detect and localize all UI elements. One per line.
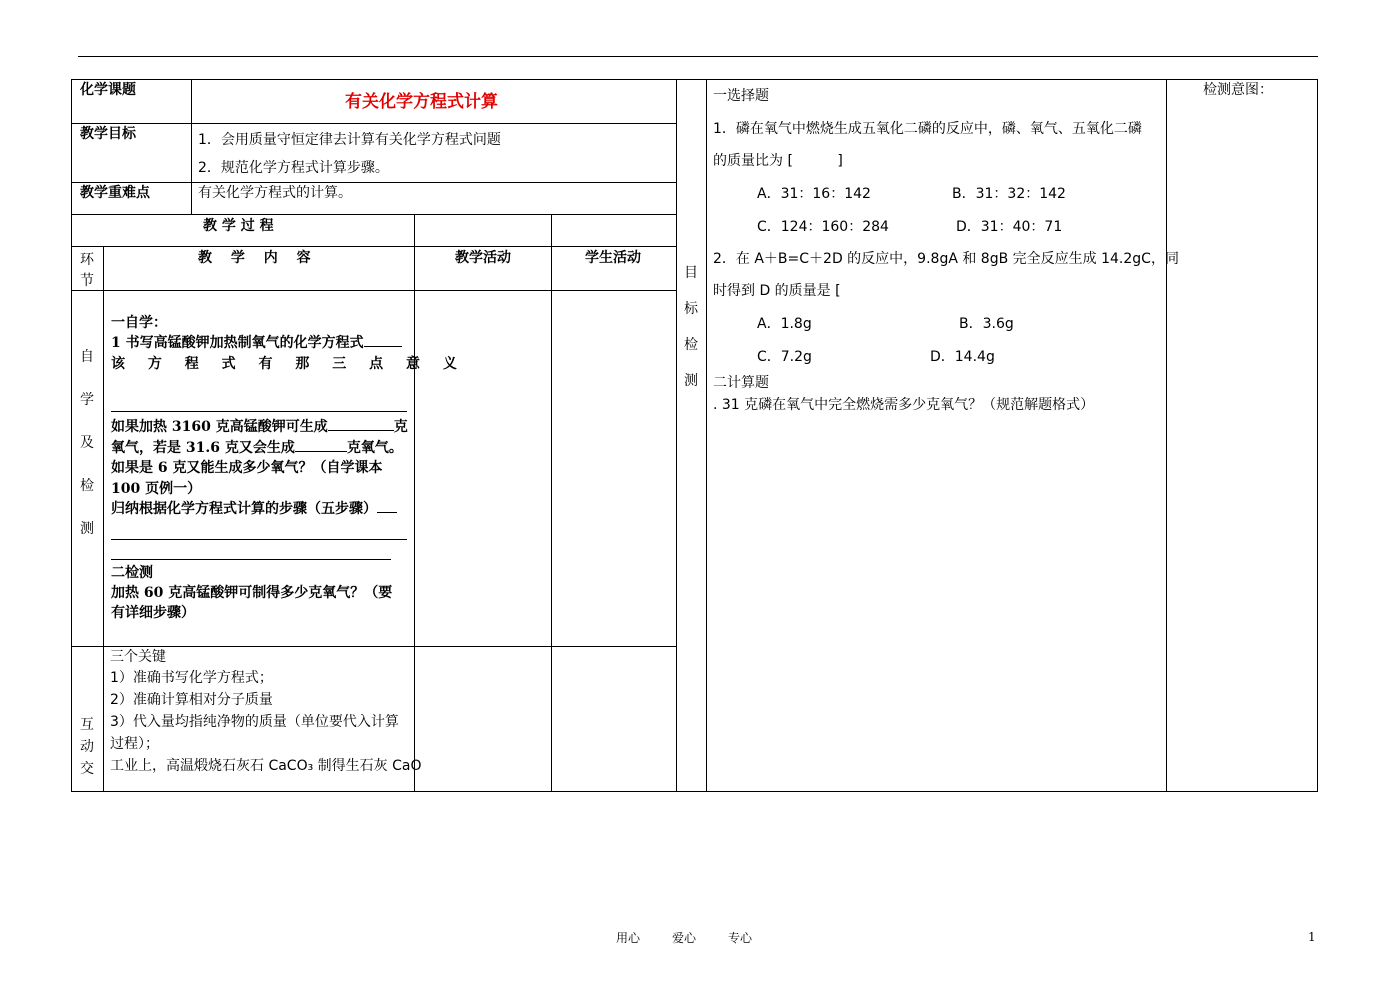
s2-line-6: 工业上，高温煅烧石灰石 CaCO₃ 制得生石灰 CaO bbox=[110, 758, 422, 774]
s1-line-10: 加热 60 克高锰酸钾可制得多少克氧气？（要 bbox=[111, 585, 393, 601]
s2-line-1: 三个关键 bbox=[110, 649, 166, 665]
s2-line-2: 1）准确书写化学方程式； bbox=[110, 670, 273, 686]
difficulty-label: 教学重难点 bbox=[80, 185, 150, 201]
q2-option-a: A．1.8g bbox=[757, 316, 812, 332]
section1-label: 自学及检测 bbox=[80, 349, 94, 537]
assessment-intent-cell bbox=[1166, 79, 1318, 792]
section2-label: 互动交 bbox=[80, 717, 94, 777]
col-student-header: 学生活动 bbox=[585, 250, 641, 266]
q1-option-a: A．31：16：142 bbox=[757, 186, 871, 202]
goal-label: 教学目标 bbox=[80, 126, 136, 142]
goal-item-2: 2．规范化学方程式计算步骤。 bbox=[198, 160, 389, 176]
goal-item-1: 1．会用质量守恒定律去计算有关化学方程式问题 bbox=[198, 132, 501, 148]
intent-label: 检测意图： bbox=[1203, 82, 1273, 98]
s1-line-2: 1 书写高锰酸钾加热制氧气的化学方程式 bbox=[111, 335, 402, 352]
col-content-header: 教 学 内 容 bbox=[198, 250, 311, 266]
s1-blank-line-3 bbox=[111, 559, 391, 560]
topic-label: 化学课题 bbox=[80, 82, 136, 98]
s1-blank-line-1 bbox=[111, 411, 407, 412]
col-section-header: 环节 bbox=[80, 252, 94, 289]
s1-line-11: 有详细步骤） bbox=[111, 605, 195, 621]
process-header-blank-1 bbox=[414, 214, 552, 247]
s1-line-9: 二检测 bbox=[111, 565, 153, 581]
process-header-blank-2 bbox=[551, 214, 677, 247]
q2-option-d: D．14.4g bbox=[930, 349, 995, 365]
section2-teacher-cell bbox=[414, 646, 552, 792]
q1-option-b: B．31：32：142 bbox=[952, 186, 1066, 202]
section1-teacher-cell bbox=[414, 290, 552, 647]
header-rule bbox=[78, 56, 1318, 57]
s1-line-7: 100 页例一） bbox=[111, 481, 202, 497]
s1-line-5: 氧气，若是 31.6 克又会生成 克氧气。 bbox=[111, 440, 403, 456]
s1-blank-line-2 bbox=[111, 539, 407, 540]
s1-line-3: 该 方 程 式 有 那 三 点 意 义 bbox=[111, 356, 466, 372]
footer-motto-3: 专心 bbox=[728, 931, 753, 945]
q3-stem: . 31 克磷在氧气中完全燃烧需多少克氧气？（规范解题格式） bbox=[713, 397, 1095, 413]
col-teacher-header: 教学活动 bbox=[455, 250, 511, 266]
footer-motto-1: 用心 bbox=[616, 931, 641, 945]
q1-stem-line-2: 的质量比为 [ ] bbox=[713, 153, 843, 169]
s1-line-8: 归纳根据化学方程式计算的步骤（五步骤） bbox=[111, 501, 397, 518]
s1-line-6: 如果是 6 克又能生成多少氧气？（自学课本 bbox=[111, 460, 383, 476]
q1-option-d: D．31：40：71 bbox=[956, 219, 1063, 235]
choice-heading: 一选择题 bbox=[713, 88, 769, 104]
difficulty-text: 有关化学方程式的计算。 bbox=[198, 185, 352, 201]
s1-line-4: 如果加热 3160 克高锰酸钾可生成 克 bbox=[111, 419, 408, 435]
page-number: 1 bbox=[1308, 930, 1316, 944]
q2-option-c: C．7.2g bbox=[757, 349, 812, 365]
process-header: 教 学 过 程 bbox=[203, 218, 274, 234]
assessment-label: 目标检测 bbox=[684, 265, 698, 389]
section1-student-cell bbox=[551, 290, 677, 647]
q2-stem-line-2: 时得到 D 的质量是 [ bbox=[713, 283, 841, 299]
calc-heading: 二计算题 bbox=[713, 375, 769, 391]
q1-stem-line-1: 1．磷在氧气中燃烧生成五氧化二磷的反应中，磷、氧气、五氧化二磷 bbox=[713, 121, 1142, 137]
lesson-title: 有关化学方程式计算 bbox=[345, 92, 498, 112]
footer-motto-2: 爱心 bbox=[672, 931, 697, 945]
section2-student-cell bbox=[551, 646, 677, 792]
q1-option-c: C．124：160：284 bbox=[757, 219, 889, 235]
s2-line-3: 2）准确计算相对分子质量 bbox=[110, 692, 273, 708]
q2-stem-line-1: 2．在 A＋B=C＋2D 的反应中，9.8gA 和 8gB 完全反应生成 14.2gC，同 bbox=[713, 251, 1179, 267]
s2-line-4: 3）代入量均指纯净物的质量（单位要代入计算 bbox=[110, 714, 399, 730]
q2-option-b: B．3.6g bbox=[959, 316, 1014, 332]
assessment-label-cell bbox=[676, 79, 707, 792]
s1-line-1: 一自学： bbox=[111, 315, 167, 331]
s2-line-5: 过程）； bbox=[110, 736, 159, 752]
